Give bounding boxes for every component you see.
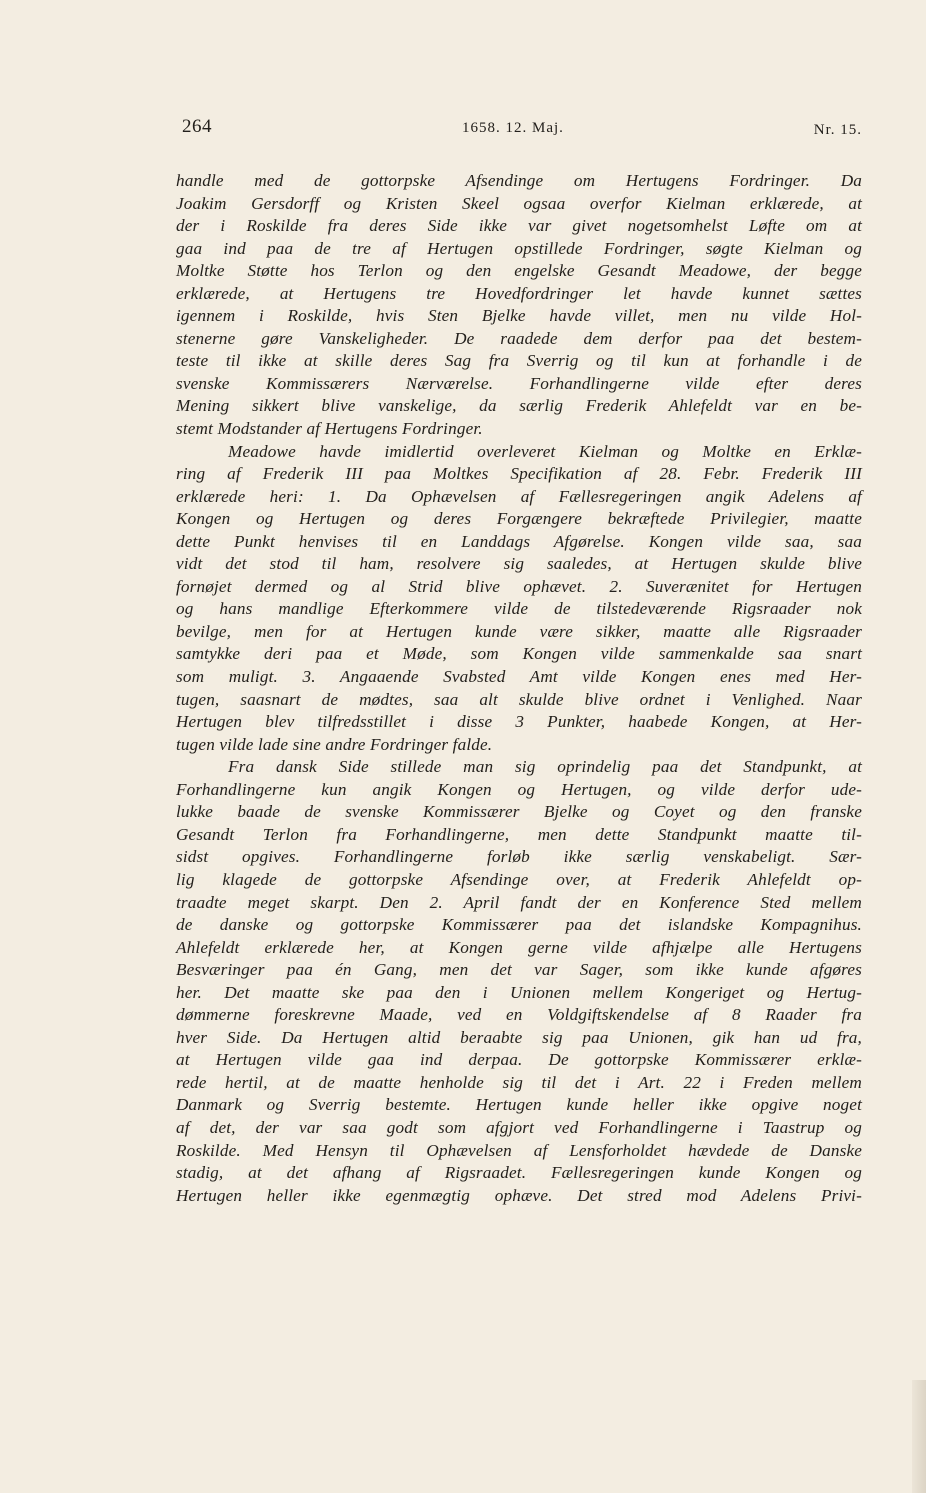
text-line: stemt Modstander af Hertugens Fordringer. — [176, 419, 483, 439]
text-line: ring af Frederik III paa Moltkes Specifikation af 28. Febr. Frederik III — [176, 464, 862, 484]
text-line: og hans mandlige Efterkommere vilde de tilstedeværende Rigsraader nok — [176, 599, 862, 619]
text-line: sidst opgives. Forhandlingerne forløb ikke særlig venskabeligt. Sær- — [176, 847, 862, 867]
text-line: stadig, at det afhang af Rigsraadet. Fællesregeringen kunde Kongen og — [176, 1163, 862, 1183]
text-line: gaa ind paa de tre af Hertugen opstillede Fordringer, søgte Kielman og — [176, 238, 862, 258]
text-line: af det, der var saa godt som afgjort ved Forhandlingerne i Taastrup og — [176, 1117, 862, 1137]
text-line: Roskilde. Med Hensyn til Ophævelsen af Lensforholdet hævdede de Danske — [176, 1140, 862, 1160]
text-line: Gesandt Terlon fra Forhandlingerne, men dette Standpunkt maatte til- — [176, 824, 862, 844]
text-line: dømmerne foreskrevne Maade, ved en Voldgiftskendelse af 8 Raader fra — [176, 1005, 862, 1025]
text-line: tugen vilde lade sine andre Fordringer falde. — [176, 734, 493, 754]
text-line: Ahlefeldt erklærede her, at Kongen gerne vilde afhjælpe alle Hertugens — [176, 937, 862, 957]
text-line: lig klagede de gottorpske Afsendinge over, at Frederik Ahlefeldt op- — [176, 869, 862, 889]
paragraph-start: Meadowe havde imidlertid overleveret Kielman og Moltke en Erklæ- — [228, 441, 862, 461]
text-line: lukke baade de svenske Kommissærer Bjelke og Coyet og den franske — [176, 802, 862, 822]
text-line: fornøjet dermed og al Strid blive ophævet. 2. Suverænitet for Hertugen — [176, 576, 862, 596]
text-line: Hertugen blev tilfredsstillet i disse 3 Punkter, haabede Kongen, at Her- — [176, 712, 862, 732]
text-line: Hertugen heller ikke egenmægtig ophæve. Det stred mod Adelens Privi- — [176, 1185, 862, 1205]
text-line: Danmark og Sverrig bestemte. Hertugen kunde heller ikke opgive noget — [176, 1095, 862, 1115]
text-line: Joakim Gersdorff og Kristen Skeel ogsaa overfor Kielman erklærede, at — [176, 193, 862, 213]
body-text — [176, 170, 862, 1207]
text-line: hver Side. Da Hertugen altid beraabte sig paa Unionen, gik han ud fra, — [176, 1027, 862, 1047]
text-line: som muligt. 3. Angaaende Svabsted Amt vilde Kongen enes med Her- — [176, 667, 862, 687]
text-line: handle med de gottorpske Afsendinge om Hertugens Fordringer. Da — [176, 171, 862, 190]
running-header — [182, 116, 862, 146]
text-line: de danske og gottorpske Kommissærer paa det islandske Kompagnihus. — [176, 915, 862, 935]
text-line: Forhandlingerne kun angik Kongen og Hertugen, og vilde derfor ude- — [176, 779, 862, 799]
text-line: rede hertil, at de maatte henholde sig til det i Art. 22 i Freden mellem — [176, 1072, 862, 1092]
header-date: 1658. 12. Maj. — [462, 120, 564, 136]
text-line: vidt det stod til ham, resolvere sig saaledes, at Hertugen skulde blive — [176, 554, 862, 574]
page-number: 264 — [182, 116, 212, 137]
text-line: stenerne gøre Vanskeligheder. De raadede dem derfor paa det bestem- — [176, 328, 862, 348]
text-line: Mening sikkert blive vanskelige, da særlig Frederik Ahlefeldt var en be- — [176, 396, 862, 416]
text-line: dette Punkt henvises til en Landdags Afgørelse. Kongen vilde saa, saa — [176, 531, 862, 551]
text-line: at Hertugen vilde gaa ind derpaa. De gottorpske Kommissærer erklæ- — [176, 1050, 862, 1070]
text-line: bevilge, men for at Hertugen kunde være sikker, maatte alle Rigsraader — [176, 621, 862, 641]
text-line: tugen, saasnart de mødtes, saa alt skulde blive ordnet i Venlighed. Naar — [176, 689, 862, 709]
text-line: der i Roskilde fra deres Side ikke var givet nogetsomhelst Løfte om at — [176, 216, 862, 236]
text-line: samtykke deri paa et Møde, som Kongen vilde sammenkalde saa snart — [176, 644, 862, 664]
page-edge-shadow — [912, 1380, 926, 1493]
document-number: Nr. 15. — [813, 122, 862, 138]
text-line: traadte meget skarpt. Den 2. April fandt der en Konference Sted mellem — [176, 892, 862, 912]
text-line: her. Det maatte ske paa den i Unionen mellem Kongeriget og Hertug- — [176, 982, 862, 1002]
text-line: teste til ikke at skille deres Sag fra Sverrig og til kun at forhandle i de — [176, 351, 862, 371]
paragraph-start: Fra dansk Side stillede man sig oprindelig paa det Standpunkt, at — [228, 757, 862, 777]
text-line: Besværinger paa én Gang, men det var Sager, som ikke kunde afgøres — [176, 960, 862, 980]
text-line: svenske Kommissærers Nærværelse. Forhandlingerne vilde efter deres — [176, 373, 862, 393]
text-line: Moltke Støtte hos Terlon og den engelske Gesandt Meadowe, der begge — [176, 261, 862, 281]
text-line: erklærede, at Hertugens tre Hovedfordringer let havde kunnet sættes — [176, 283, 862, 303]
text-line: erklærede heri: 1. Da Ophævelsen af Fællesregeringen angik Adelens af — [176, 486, 862, 506]
text-line: igennem i Roskilde, hvis Sten Bjelke havde villet, men nu vilde Hol- — [176, 306, 862, 326]
text-line: Kongen og Hertugen og deres Forgængere bekræftede Privilegier, maatte — [176, 509, 862, 529]
